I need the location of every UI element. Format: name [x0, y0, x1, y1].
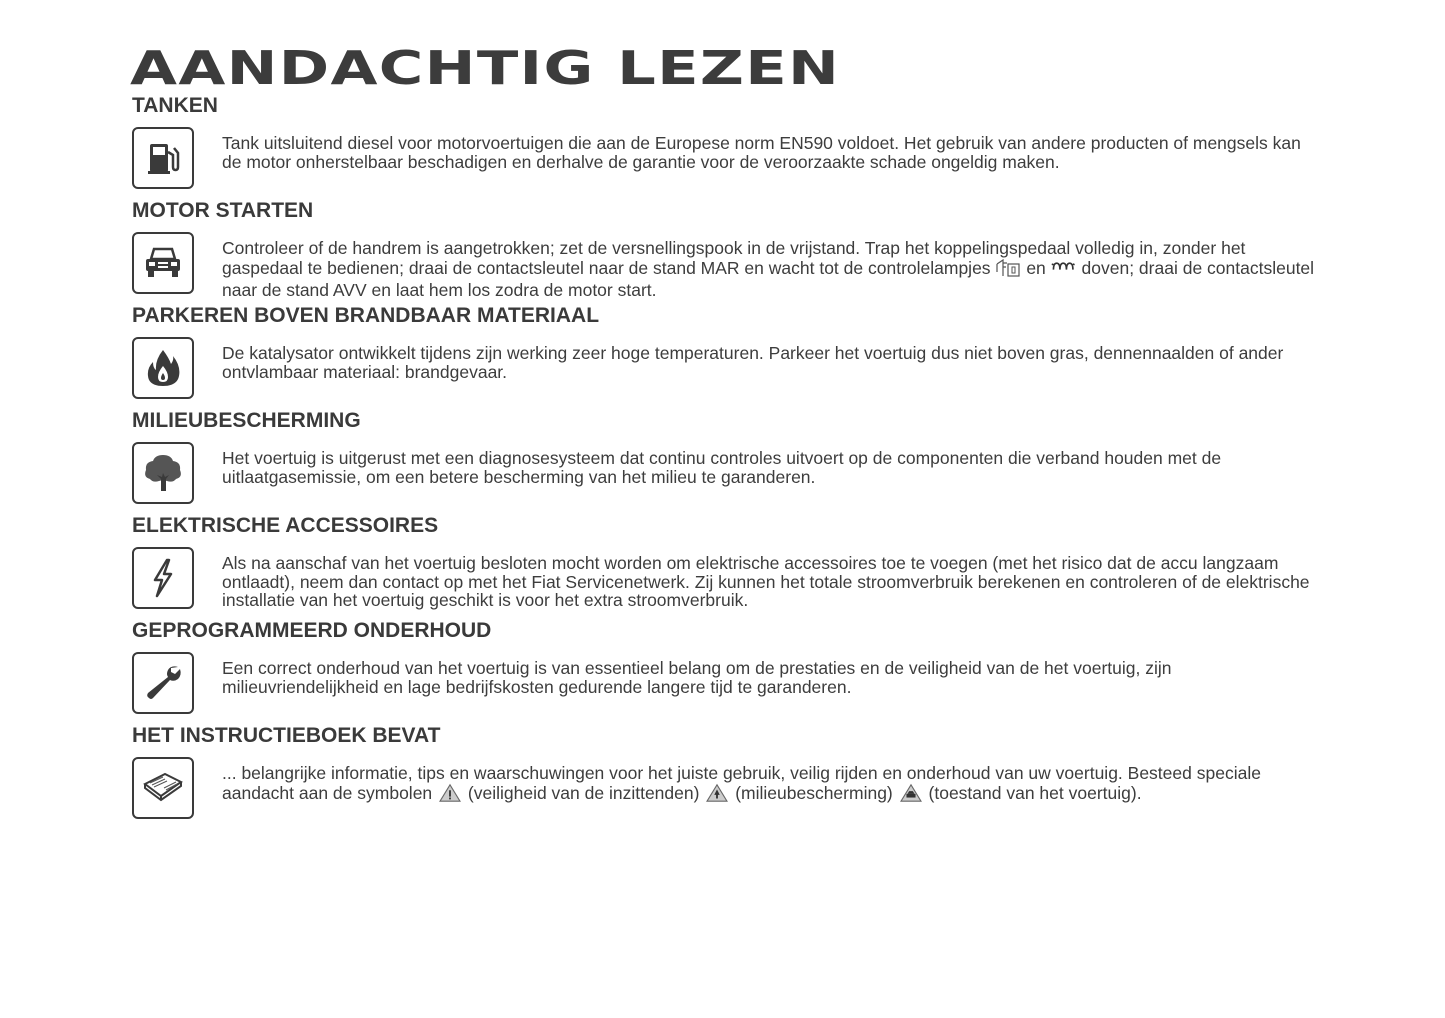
- section-heading: MOTOR STARTEN: [132, 199, 314, 222]
- car-icon: [132, 232, 194, 294]
- section-motor-starten: [132, 199, 1332, 300]
- flame-icon: [132, 337, 194, 399]
- open-book-icon: [132, 757, 194, 819]
- section-heading: ELEKTRISCHE ACCESSOIRES: [132, 514, 439, 537]
- section-text: Een correct onderhoud van het voertuig is van essentieel belang om de prestaties en de veiligheid van de het voertuig, zijn milieuvriendelijkheid en lage bedrijfskosten gedurende langere tijd te garanderen.: [222, 658, 1172, 697]
- environment-triangle-icon: [704, 783, 730, 807]
- text-part: (toestand van het voertuig).: [928, 782, 1142, 803]
- text-part: en: [1026, 257, 1046, 278]
- glow-plug-lamp-icon: [1051, 258, 1077, 282]
- section-tanken: [132, 94, 1332, 191]
- text-part: Controleer of de handrem is aangetrokken; zet de versnellingspook in de vrijstand. Trap het koppelingspedaal volledig in, zonder het gaspedaal te bedienen; draai de contactsleutel naar de stand MAR en wacht tot de controlelampjes: [222, 238, 1246, 278]
- section-text: Het voertuig is uitgerust met een diagnosesysteem dat continu controles uitvoert op de componenten die verband houden met de uitlaatgasemissie, om een betere bescherming van het milieu te garanderen.: [222, 448, 1222, 487]
- section-text: Tank uitsluitend diesel voor motorvoertuigen die aan de Europese norm EN590 voldoet. Het gebruik van andere producten of mengsels kan de motor onherstelbaar beschadigen en derhalve de garantie voor de veroorzaakte schade ongeldig maken.: [222, 133, 1301, 172]
- text-part: (veiligheid van de inzittenden): [467, 782, 700, 803]
- lightning-icon: [132, 547, 194, 609]
- section-heading: TANKEN: [132, 94, 218, 117]
- text-part: (milieubescherming): [735, 782, 893, 803]
- section-onderhoud: [132, 619, 1332, 716]
- immobilizer-lamp-icon: [995, 258, 1021, 282]
- section-text: [222, 239, 1322, 300]
- section-instructieboek: [132, 724, 1332, 821]
- section-heading: GEPROGRAMMEERD ONDERHOUD: [132, 619, 492, 642]
- text-part: doven; draai de contactsleutel naar de stand AVV en laat hem los zodra de motor start.: [222, 257, 1315, 300]
- section-parkeren: [132, 304, 1332, 401]
- section-text: De katalysator ontwikkelt tijdens zijn werking zeer hoge temperaturen. Parkeer het voertuig dus niet boven gras, dennennaalden of ander ontvlambaar materiaal: brandgevaar.: [222, 343, 1284, 382]
- section-heading: PARKEREN BOVEN BRANDBAAR MATERIAAL: [132, 304, 600, 327]
- section-milieubescherming: [132, 409, 1332, 506]
- warning-triangle-icon: [437, 783, 463, 807]
- vehicle-triangle-icon: [898, 783, 924, 807]
- section-heading: MILIEUBESCHERMING: [132, 409, 361, 432]
- tree-icon: [132, 442, 194, 504]
- section-text: Als na aanschaf van het voertuig besloten mocht worden om elektrische accessoires toe te voegen (met het risico dat de accu langzaam ontlaadt), neem dan contact op met het Fiat Servicenetwerk. Zij kunnen het totale stroomverbruik berekenen en controleren of de elektrische installatie van het voertuig geschikt is voor het extra stroomverbruik.: [222, 553, 1310, 610]
- section-text: [222, 764, 1322, 806]
- section-elektrische-accessoires: [132, 514, 1332, 611]
- wrench-icon: [132, 652, 194, 714]
- page-title: AANDACHTIG LEZEN: [130, 41, 841, 95]
- fuel-pump-icon: [132, 127, 194, 189]
- section-heading: HET INSTRUCTIEBOEK BEVAT: [132, 724, 441, 747]
- text-part: ... belangrijke informatie, tips en waarschuwingen voor het juiste gebruik, veilig rijden en onderhoud van uw voertuig. Besteed speciale aandacht aan de symbolen: [222, 763, 1261, 803]
